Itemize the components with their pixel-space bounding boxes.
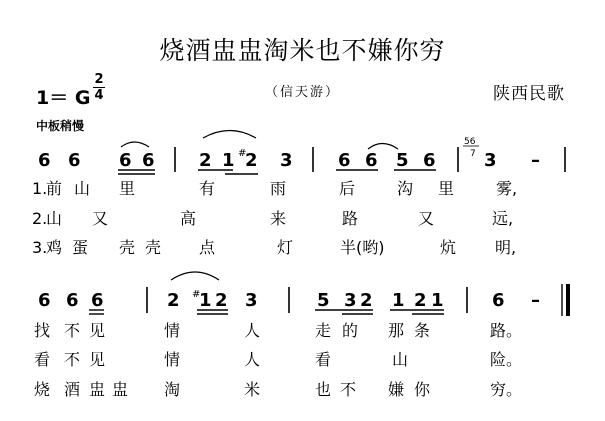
lyric: 路: [342, 209, 359, 228]
note: 2: [167, 290, 180, 311]
lyrics-line-1: [32, 179, 517, 257]
slur: [121, 142, 149, 147]
lyric: 米: [244, 380, 261, 399]
lyric: 1.: [32, 179, 48, 198]
lyric: 人: [244, 321, 261, 340]
lyric: 3.: [32, 238, 48, 257]
lyric: 沟: [397, 179, 414, 198]
key-signature: 1＝ G: [36, 87, 91, 109]
lyric: 后: [339, 179, 356, 198]
lyric: 也: [315, 380, 332, 399]
lyric: 你: [414, 380, 431, 399]
lyric: 不: [340, 380, 357, 399]
note: 5: [396, 150, 409, 171]
lyric: 明,: [495, 238, 517, 257]
note: 3: [280, 150, 293, 171]
lyric: 见: [89, 350, 106, 369]
ornament-mark: 56: [464, 137, 476, 147]
lyric: 又: [418, 209, 435, 228]
note: 2: [360, 290, 373, 311]
note: 6: [119, 150, 132, 171]
sharp-sign: #: [238, 148, 247, 159]
svg-text:找 不 见 情: [34, 321, 522, 340]
note: 6: [66, 290, 79, 311]
note: 6: [38, 150, 51, 171]
lyric: 高: [180, 209, 197, 228]
lyric: 前: [46, 179, 63, 198]
dash: –: [531, 290, 540, 311]
svg-text:2. 山 又 高: [32, 209, 513, 228]
lyric: 盅: [112, 380, 129, 399]
lyric: 烧: [34, 380, 51, 399]
lyric: 那: [388, 321, 405, 340]
time-signature-bottom: 4: [94, 88, 104, 103]
note: 2: [199, 150, 212, 171]
note: 6: [492, 290, 505, 311]
lyric: 条: [414, 321, 431, 340]
lyric: 壳: [119, 238, 136, 257]
lyric: 不: [64, 321, 81, 340]
svg-text:看 不 见 情: [34, 350, 522, 369]
lyric: 山: [74, 179, 91, 198]
lyric: 山: [46, 209, 63, 228]
lyric: 不: [64, 350, 81, 369]
lyric: 鸡: [46, 238, 63, 257]
lyric: 蛋: [72, 238, 89, 257]
note: 3: [484, 150, 497, 171]
lyric: 里: [119, 179, 136, 198]
note: 1: [222, 150, 235, 171]
lyric: 有: [199, 179, 216, 198]
note: 6: [365, 150, 378, 171]
note: 1: [431, 290, 444, 311]
slur: [368, 144, 398, 150]
lyric: 险。: [490, 350, 523, 369]
lyric: 雾,: [496, 179, 518, 198]
lyric: 路。: [490, 321, 523, 340]
lyric: 炕: [440, 238, 457, 257]
lyric: 看: [315, 350, 332, 369]
note: 6: [68, 150, 81, 171]
svg-text:1. 前 山 里: [32, 179, 517, 198]
lyric: 又: [92, 209, 109, 228]
note: 3: [344, 290, 357, 311]
lyric: 半(哟): [340, 238, 385, 257]
song-attribution: 陕西民歌: [493, 84, 565, 104]
lyric: 2.: [32, 209, 48, 228]
note: 6: [423, 150, 436, 171]
lyrics-line-2: [34, 321, 522, 399]
lyric: 情: [164, 350, 181, 369]
svg-text:3. 鸡 蛋 壳: [32, 238, 516, 257]
ornament-mark: 7: [470, 149, 476, 159]
score-line-1: [38, 131, 565, 175]
lyric: 穷。: [490, 380, 523, 399]
lyric: 壳: [145, 238, 162, 257]
note: 5: [317, 290, 330, 311]
lyric: 嫌: [388, 380, 405, 399]
note: 2: [245, 150, 258, 171]
lyric: 见: [89, 321, 106, 340]
note: 6: [142, 150, 155, 171]
svg-text:烧 酒 盅 盅: [34, 380, 522, 399]
lyric: 看: [34, 350, 51, 369]
note: 2: [414, 290, 427, 311]
score-line-2: [38, 272, 568, 316]
lyric: 酒: [64, 380, 81, 399]
sharp-sign: #: [192, 289, 201, 300]
lyric: 人: [244, 350, 261, 369]
slur: [203, 131, 256, 139]
note: 6: [38, 290, 51, 311]
note: 2: [215, 290, 228, 311]
lyric: 盅: [89, 380, 106, 399]
song-subtitle: （信天游）: [264, 85, 340, 100]
note: 3: [245, 290, 258, 311]
lyric: 淘: [164, 380, 181, 399]
note: 6: [91, 290, 104, 311]
lyric: 走: [315, 321, 332, 340]
tempo-marking: 中板稍慢: [36, 119, 85, 133]
lyric: 找: [34, 321, 51, 340]
lyric: 远,: [492, 209, 514, 228]
note: 1: [392, 290, 405, 311]
lyric: 灯: [277, 238, 294, 257]
dash: –: [531, 150, 540, 171]
song-title: 烧酒盅盅淘米也不嫌你穷: [159, 36, 446, 65]
note: 1: [199, 290, 212, 311]
lyric: 来: [270, 209, 287, 228]
note: 6: [338, 150, 351, 171]
lyric: 雨: [270, 179, 287, 198]
lyric: 里: [438, 179, 455, 198]
slur: [171, 272, 219, 280]
lyric: 点: [199, 238, 216, 257]
time-signature-top: 2: [94, 72, 104, 87]
lyric: 山: [392, 350, 409, 369]
lyric: 情: [164, 321, 181, 340]
lyric: 的: [342, 321, 359, 340]
